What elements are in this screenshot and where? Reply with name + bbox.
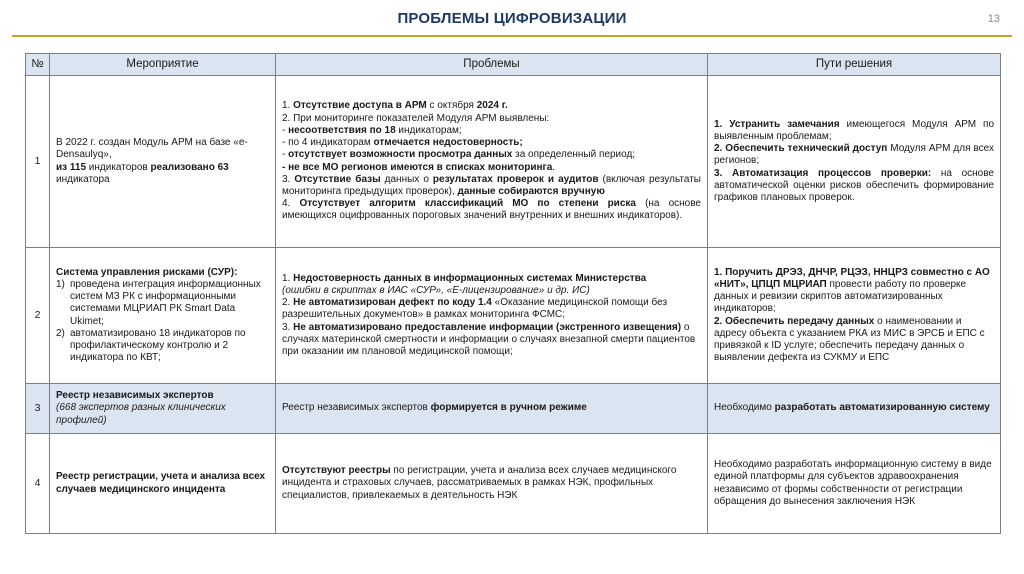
problem-item: - отсутствует возможности просмотра данных за определенный период; [282, 149, 636, 161]
problems-cell [276, 434, 708, 534]
table-header-row [26, 54, 1001, 76]
column-header-number: № [26, 54, 50, 76]
event-text-line: индикатора [56, 173, 110, 185]
problem-item: 4. Отсутствует алгоритм классификаций МО по степени риска (на основе имеющихся оцифрованных пороговых значений внутренних и внешних индикаторов). [282, 198, 701, 222]
solution-item: 1. Поручить ДРЭЗ, ДНЧР, РЦЭЗ, ННЦРЗ совместно с АО «НИТ», ЦПЦП МЦРИАП провести работу по проверке данных и ревизии скриптов автоматизированных индикаторов; [714, 266, 990, 315]
solution-item: 1. Устранить замечания имеющегося Модуля АРМ по выявленным проблемам; [714, 118, 994, 142]
problem-item: 2. При мониторинге показателей Модуля АРМ выявлены: [282, 112, 550, 124]
solution-item: 3. Автоматизация процессов проверки: на основе автоматической оценки рисков обеспечить формирование графиков плановых проверок. [714, 167, 994, 203]
problem-item: 1. Отсутствие доступа в АРМ с октября 2024 г. [282, 100, 508, 112]
table-row [26, 434, 1001, 534]
event-list [56, 279, 269, 364]
list-item: 2) автоматизировано 18 индикаторов по профилактическому контролю и 2 индикатора по КВТ; [56, 327, 246, 364]
row-number: 4 [26, 434, 50, 534]
table-row [26, 384, 1001, 434]
problem-item: 3. Отсутствие базы данных о результатах проверок и аудитов (включая результаты мониторинга предыдущих проверок), данные собираются вручную [282, 173, 701, 197]
list-item: 1) проведена интеграция информационных систем МЗ РК с информационными системами МЦРИАП РК Smart Data Ukimet; [56, 278, 261, 327]
solutions-cell [708, 434, 1001, 534]
row-number: 3 [26, 384, 50, 434]
event-text-line: В 2022 г. создан Модуль АРМ на базе «e-Densaulyq», [56, 137, 248, 161]
problem-item: 2. Не автоматизирован дефект по коду 1.4 «Оказание медицинской помощи без разрешительных документов» в рамках мониторинга ФСМС; [282, 297, 668, 321]
solution-item: Необходимо разработать автоматизированную систему [714, 402, 990, 414]
event-cell [50, 248, 276, 384]
problems-cell [276, 384, 708, 434]
solutions-cell [708, 76, 1001, 248]
solution-item: 2. Обеспечить технический доступ Модуля АРМ для всех регионов; [714, 143, 994, 167]
problem-item: Реестр независимых экспертов формируется в ручном режиме [282, 402, 587, 414]
problem-item: - по 4 индикаторам отмечается недостоверность; [282, 137, 523, 149]
event-title: Система управления рисками (СУР): [56, 266, 238, 278]
title-underline [12, 35, 1012, 37]
event-subtitle: (668 экспертов разных клинических профилей) [56, 402, 226, 426]
solution-item: 2. Обеспечить передачу данных о наименовании и адресу объекта с указанием РКА из МИС в ЭРСБ и ЕПС с привязкой к ID услуге; обеспечить передачу данных о выявлении дефекта из СУКМУ и ЕПС [714, 315, 985, 364]
column-header-problems: Проблемы [276, 54, 708, 76]
page-number: 13 [987, 13, 1000, 25]
problem-item: Отсутствуют реестры по регистрации, учета и анализа всех случаев медицинского инцидента и страховых случаев, рассматриваемых в рамках НЭК, профильных специалистов, привлекаемых в деятельность НЭК [282, 465, 677, 501]
column-header-solutions: Пути решения [708, 54, 1001, 76]
page-title: ПРОБЛЕМЫ ЦИФРОВИЗАЦИИ [397, 10, 627, 27]
event-cell [50, 384, 276, 434]
problems-table [25, 53, 1001, 534]
solutions-cell [708, 248, 1001, 384]
problem-item: 3. Не автоматизировано предоставление информации (экстренного извещения) о случаях материнской смертности и информации о случаях внезапной смерти пациентов при оказании им плановой медицинской помощи; [282, 321, 696, 357]
event-cell [50, 434, 276, 534]
row-number: 1 [26, 76, 50, 248]
event-title: Реестр регистрации, учета и анализа всех случаев медицинского инцидента [56, 471, 266, 495]
table-row [26, 76, 1001, 248]
event-title: Реестр независимых экспертов [56, 390, 214, 402]
problem-item: (ошибки в скриптах в ИАС «СУР», «Е-лицензирование» и др. ИС) [282, 284, 590, 296]
table-row [26, 248, 1001, 384]
event-text-line: из 115 индикаторов реализовано 63 [56, 161, 229, 173]
event-cell [50, 76, 276, 248]
problem-item: - не все МО регионов имеются в списках мониторинга. [282, 161, 556, 173]
problem-item: 1. Недостоверность данных в информационных системах Министерства [282, 272, 647, 284]
column-header-event: Мероприятие [50, 54, 276, 76]
problems-cell [276, 248, 708, 384]
problem-item: - несоответствия по 18 индикаторам; [282, 124, 462, 136]
solutions-cell [708, 384, 1001, 434]
row-number: 2 [26, 248, 50, 384]
problems-cell [276, 76, 708, 248]
solution-item: Необходимо разработать информационную систему в виде единой платформы для субъектов здравоохранения независимо от формы собственности от регистрации обращения до вынесения заключения НЭК [714, 459, 992, 507]
